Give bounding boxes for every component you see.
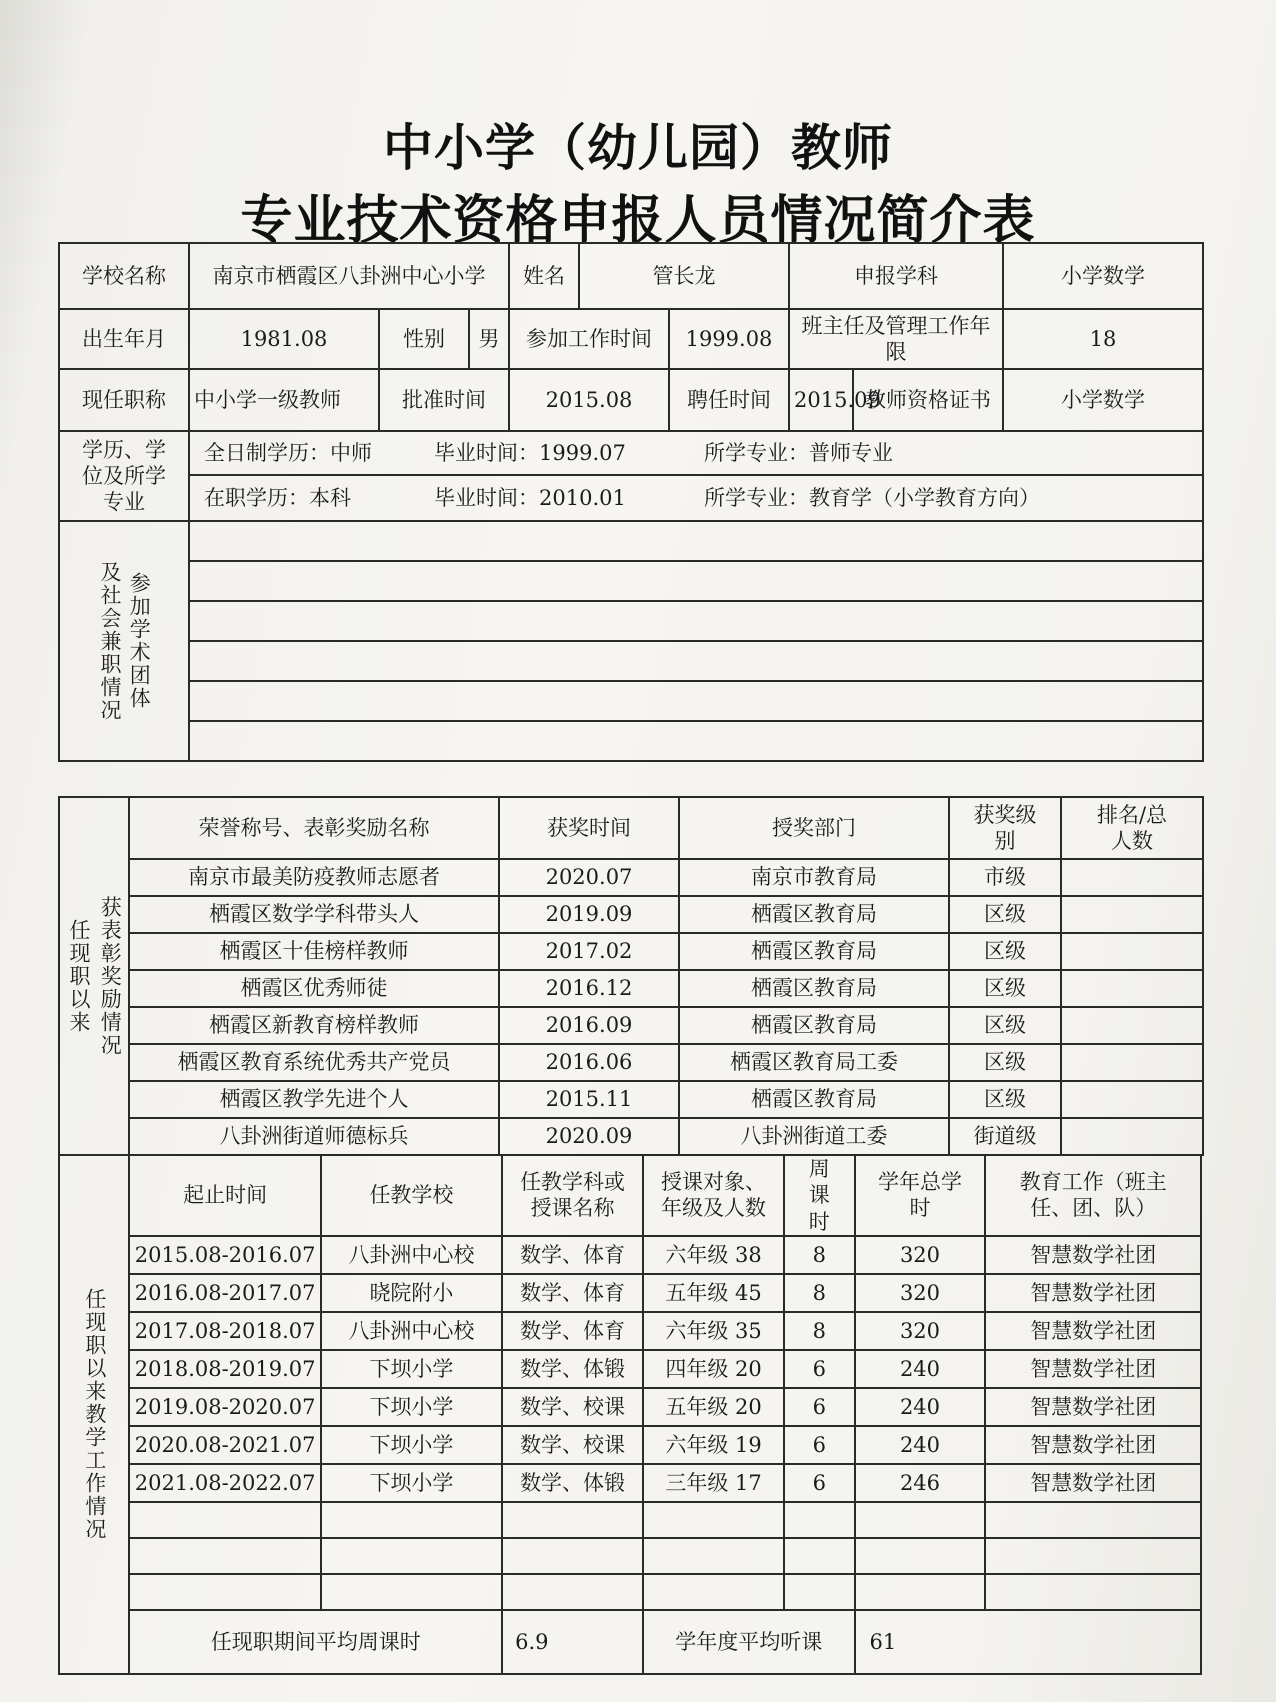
- teaching-subject: 数学、校课: [502, 1426, 643, 1464]
- teaching-period: 2016.08-2017.07: [129, 1274, 320, 1312]
- fulltime-grad-label: 毕业时间：: [434, 440, 539, 465]
- teaching-label: [59, 1155, 129, 1674]
- teaching-target: 四年级 20: [643, 1350, 784, 1388]
- award-row: [59, 859, 1203, 896]
- societies-line-2: [189, 561, 1203, 601]
- fulltime-major-wrap: [704, 440, 893, 466]
- teaching-edu: 智慧数学社团: [985, 1426, 1201, 1464]
- societies-line-4: [189, 641, 1203, 681]
- inservice-type: 本科: [309, 485, 351, 510]
- teaching-edu: 智慧数学社团: [985, 1388, 1201, 1426]
- teaching-header-edu: 教育工作（班主任、团、队）: [985, 1155, 1201, 1236]
- award-level: 区级: [949, 933, 1061, 970]
- inservice-major: 教育学（小学教育方向）: [809, 485, 1040, 510]
- award-dept: 栖霞区教育局: [679, 933, 949, 970]
- award-rank: [1061, 1118, 1203, 1155]
- inservice-grad: 2010.01: [539, 485, 626, 510]
- teaching-period: 2015.08-2016.07: [129, 1236, 320, 1274]
- award-time: 2016.09: [499, 1007, 679, 1044]
- name-label: 姓名: [509, 243, 579, 309]
- fulltime-grad-wrap: [434, 440, 704, 466]
- awards-header-dept: 授奖部门: [679, 797, 949, 859]
- award-row: [59, 1081, 1203, 1118]
- document-title-line1: 中小学（幼儿园）教师: [383, 119, 893, 177]
- award-time: 2019.09: [499, 896, 679, 933]
- awards-header-name: 荣誉称号、表彰奖励名称: [129, 797, 499, 859]
- award-dept: 栖霞区教育局: [679, 970, 949, 1007]
- empty-cell: [129, 1502, 320, 1538]
- teaching-target: 六年级 38: [643, 1236, 784, 1274]
- empty-cell: [502, 1574, 643, 1610]
- fulltime-major-label: 所学专业：: [704, 440, 809, 465]
- award-dept: 南京市教育局: [679, 859, 949, 896]
- teaching-header-weekly: 周课时: [784, 1155, 854, 1236]
- empty-cell: [985, 1574, 1201, 1610]
- award-rank: [1061, 896, 1203, 933]
- teaching-edu: 智慧数学社团: [985, 1236, 1201, 1274]
- teaching-total: 320: [855, 1236, 986, 1274]
- teaching-row: [59, 1464, 1201, 1502]
- teaching-period: 2018.08-2019.07: [129, 1350, 320, 1388]
- award-time: 2017.02: [499, 933, 679, 970]
- awards-header-time: 获奖时间: [499, 797, 679, 859]
- empty-cell: [129, 1538, 320, 1574]
- fulltime-type: 中师: [330, 440, 372, 465]
- fulltime-type-label: 全日制学历：: [204, 440, 330, 465]
- empty-cell: [321, 1574, 502, 1610]
- societies-label-b: 及社会兼职情况: [98, 560, 122, 722]
- teaching-weekly: 6: [784, 1350, 854, 1388]
- gender-value: 男: [469, 309, 509, 369]
- award-name: 栖霞区教学先进个人: [129, 1081, 499, 1118]
- teaching-row: [59, 1274, 1201, 1312]
- award-rank: [1061, 859, 1203, 896]
- awards-label-a: 任现职以来: [67, 918, 91, 1034]
- awards-label: [59, 797, 129, 1155]
- teaching-empty-row: [59, 1502, 1201, 1538]
- hire-value: 2015.09: [789, 369, 853, 431]
- teaching-period: 2021.08-2022.07: [129, 1464, 320, 1502]
- teaching-school: 八卦洲中心校: [321, 1236, 502, 1274]
- inservice-grad-label: 毕业时间：: [434, 485, 539, 510]
- award-time: 2020.09: [499, 1118, 679, 1155]
- birth-value: 1981.08: [189, 309, 379, 369]
- hire-label: 聘任时间: [669, 369, 789, 431]
- education-fulltime: [189, 431, 1203, 475]
- award-name: 南京市最美防疫教师志愿者: [129, 859, 499, 896]
- awards-table: [58, 796, 1204, 1156]
- teaching-school: 下坝小学: [321, 1464, 502, 1502]
- awards-header-rank: 排名/总人数: [1061, 797, 1203, 859]
- award-level: 区级: [949, 1044, 1061, 1081]
- school-label: 学校名称: [59, 243, 189, 309]
- empty-cell: [784, 1574, 854, 1610]
- basic-info-table: [58, 242, 1204, 762]
- award-dept: 八卦洲街道工委: [679, 1118, 949, 1155]
- award-row: [59, 1007, 1203, 1044]
- approve-label: 批准时间: [379, 369, 509, 431]
- fulltime-major: 普师专业: [809, 440, 893, 465]
- award-level: 区级: [949, 1007, 1061, 1044]
- award-row: [59, 933, 1203, 970]
- teaching-school: 八卦洲中心校: [321, 1312, 502, 1350]
- teaching-header-target: 授课对象、年级及人数: [643, 1155, 784, 1236]
- empty-cell: [502, 1538, 643, 1574]
- societies-label-a: 参加学术团体: [127, 572, 152, 710]
- societies-line-3: [189, 601, 1203, 641]
- societies-line-6: [189, 721, 1203, 761]
- award-name: 栖霞区十佳榜样教师: [129, 933, 499, 970]
- teaching-total: 240: [855, 1388, 986, 1426]
- teaching-label-text: 任现职以来教学工作情况: [82, 1287, 107, 1541]
- gender-label: 性别: [379, 309, 469, 369]
- teaching-school: 晓院附小: [321, 1274, 502, 1312]
- subject-value: 小学数学: [1003, 243, 1203, 309]
- school-value: 南京市栖霞区八卦洲中心小学: [189, 243, 509, 309]
- award-time: 2016.12: [499, 970, 679, 1007]
- award-name: 栖霞区教育系统优秀共产党员: [129, 1044, 499, 1081]
- societies-line-5: [189, 681, 1203, 721]
- teaching-weekly: 6: [784, 1464, 854, 1502]
- award-row: [59, 970, 1203, 1007]
- empty-cell: [129, 1574, 320, 1610]
- award-row: [59, 896, 1203, 933]
- teaching-row: [59, 1388, 1201, 1426]
- name-value: 管长龙: [579, 243, 789, 309]
- subject-label: 申报学科: [789, 243, 1003, 309]
- empty-cell: [502, 1502, 643, 1538]
- teaching-weekly: 8: [784, 1274, 854, 1312]
- cert-label: 教师资格证书: [853, 369, 1003, 431]
- teaching-total: 320: [855, 1274, 986, 1312]
- empty-cell: [855, 1574, 986, 1610]
- avg-weekly-label: 任现职期间平均周课时: [129, 1610, 502, 1674]
- empty-cell: [321, 1538, 502, 1574]
- teaching-subject: 数学、体育: [502, 1274, 643, 1312]
- teaching-period: 2017.08-2018.07: [129, 1312, 320, 1350]
- awards-header-level: 获奖级别: [949, 797, 1061, 859]
- societies-label: [59, 521, 189, 761]
- award-level: 区级: [949, 896, 1061, 933]
- award-name: 栖霞区数学学科带头人: [129, 896, 499, 933]
- work-start-value: 1999.08: [669, 309, 789, 369]
- teaching-edu: 智慧数学社团: [985, 1350, 1201, 1388]
- award-name: 栖霞区新教育榜样教师: [129, 1007, 499, 1044]
- empty-cell: [855, 1538, 986, 1574]
- empty-cell: [643, 1574, 784, 1610]
- teaching-header-period: 起止时间: [129, 1155, 320, 1236]
- inservice-major-label: 所学专业：: [704, 485, 809, 510]
- fulltime-type-label-wrap: [204, 440, 434, 466]
- teaching-total: 246: [855, 1464, 986, 1502]
- document-title-line2: 专业技术资格申报人员情况简介表: [240, 191, 1036, 251]
- teaching-row: [59, 1312, 1201, 1350]
- teaching-edu: 智慧数学社团: [985, 1464, 1201, 1502]
- empty-cell: [784, 1502, 854, 1538]
- teaching-header-subject: 任教学科或授课名称: [502, 1155, 643, 1236]
- teaching-header-total: 学年总学时: [855, 1155, 986, 1236]
- avg-weekly-value: 6.9: [502, 1610, 643, 1674]
- title-label: 现任职称: [59, 369, 189, 431]
- societies-line-1: [189, 521, 1203, 561]
- education-label: 学历、学位及所学专业: [59, 431, 189, 521]
- teaching-subject: 数学、体育: [502, 1312, 643, 1350]
- teaching-header-school: 任教学校: [321, 1155, 502, 1236]
- award-name: 栖霞区优秀师徒: [129, 970, 499, 1007]
- education-inservice: [189, 475, 1203, 521]
- birth-label: 出生年月: [59, 309, 189, 369]
- awards-label-b: 获表彰奖励情况: [98, 895, 123, 1057]
- teaching-empty-row: [59, 1574, 1201, 1610]
- award-time: 2015.11: [499, 1081, 679, 1118]
- award-rank: [1061, 1044, 1203, 1081]
- cert-value: 小学数学: [1003, 369, 1203, 431]
- teaching-target: 五年级 45: [643, 1274, 784, 1312]
- teaching-target: 六年级 35: [643, 1312, 784, 1350]
- teaching-total: 240: [855, 1350, 986, 1388]
- teaching-row: [59, 1350, 1201, 1388]
- teaching-edu: 智慧数学社团: [985, 1274, 1201, 1312]
- award-dept: 栖霞区教育局: [679, 896, 949, 933]
- teaching-weekly: 6: [784, 1426, 854, 1464]
- teaching-weekly: 8: [784, 1236, 854, 1274]
- award-time: 2020.07: [499, 859, 679, 896]
- award-level: 区级: [949, 970, 1061, 1007]
- teaching-subject: 数学、体育: [502, 1236, 643, 1274]
- inservice-type-label: 在职学历：: [204, 485, 309, 510]
- empty-cell: [985, 1538, 1201, 1574]
- teaching-weekly: 6: [784, 1388, 854, 1426]
- teaching-table: [58, 1154, 1202, 1675]
- teaching-target: 五年级 20: [643, 1388, 784, 1426]
- fulltime-grad: 1999.07: [539, 440, 626, 465]
- teaching-summary-row: [59, 1610, 1201, 1674]
- teaching-subject: 数学、体锻: [502, 1350, 643, 1388]
- empty-cell: [643, 1538, 784, 1574]
- teaching-row: [59, 1426, 1201, 1464]
- empty-cell: [643, 1502, 784, 1538]
- teaching-school: 下坝小学: [321, 1350, 502, 1388]
- empty-cell: [985, 1502, 1201, 1538]
- inservice-grad-wrap: [434, 485, 704, 511]
- inservice-type-wrap: [204, 485, 434, 511]
- award-level: 市级: [949, 859, 1061, 896]
- empty-cell: [784, 1538, 854, 1574]
- teaching-school: 下坝小学: [321, 1388, 502, 1426]
- award-dept: 栖霞区教育局: [679, 1081, 949, 1118]
- award-rank: [1061, 933, 1203, 970]
- teaching-edu: 智慧数学社团: [985, 1312, 1201, 1350]
- avg-listen-value: 61: [855, 1610, 1201, 1674]
- award-dept: 栖霞区教育局工委: [679, 1044, 949, 1081]
- empty-cell: [855, 1502, 986, 1538]
- avg-listen-label: 学年度平均听课: [643, 1610, 854, 1674]
- award-rank: [1061, 970, 1203, 1007]
- teaching-target: 三年级 17: [643, 1464, 784, 1502]
- award-row: [59, 1044, 1203, 1081]
- award-level: 区级: [949, 1081, 1061, 1118]
- teaching-period: 2020.08-2021.07: [129, 1426, 320, 1464]
- mgmt-years-label: 班主任及管理工作年限: [789, 309, 1003, 369]
- teaching-empty-row: [59, 1538, 1201, 1574]
- inservice-major-wrap: [704, 485, 1040, 511]
- work-start-label: 参加工作时间: [509, 309, 669, 369]
- award-dept: 栖霞区教育局: [679, 1007, 949, 1044]
- award-rank: [1061, 1081, 1203, 1118]
- award-name: 八卦洲街道师德标兵: [129, 1118, 499, 1155]
- title-value: 中小学一级教师: [189, 369, 379, 431]
- teaching-weekly: 8: [784, 1312, 854, 1350]
- teaching-subject: 数学、体锻: [502, 1464, 643, 1502]
- award-rank: [1061, 1007, 1203, 1044]
- mgmt-years-value: 18: [1003, 309, 1203, 369]
- teaching-target: 六年级 19: [643, 1426, 784, 1464]
- teaching-school: 下坝小学: [321, 1426, 502, 1464]
- award-level: 街道级: [949, 1118, 1061, 1155]
- empty-cell: [321, 1502, 502, 1538]
- teaching-total: 240: [855, 1426, 986, 1464]
- teaching-period: 2019.08-2020.07: [129, 1388, 320, 1426]
- award-time: 2016.06: [499, 1044, 679, 1081]
- approve-value: 2015.08: [509, 369, 669, 431]
- teaching-total: 320: [855, 1312, 986, 1350]
- award-row: [59, 1118, 1203, 1155]
- teaching-subject: 数学、校课: [502, 1388, 643, 1426]
- teaching-row: [59, 1236, 1201, 1274]
